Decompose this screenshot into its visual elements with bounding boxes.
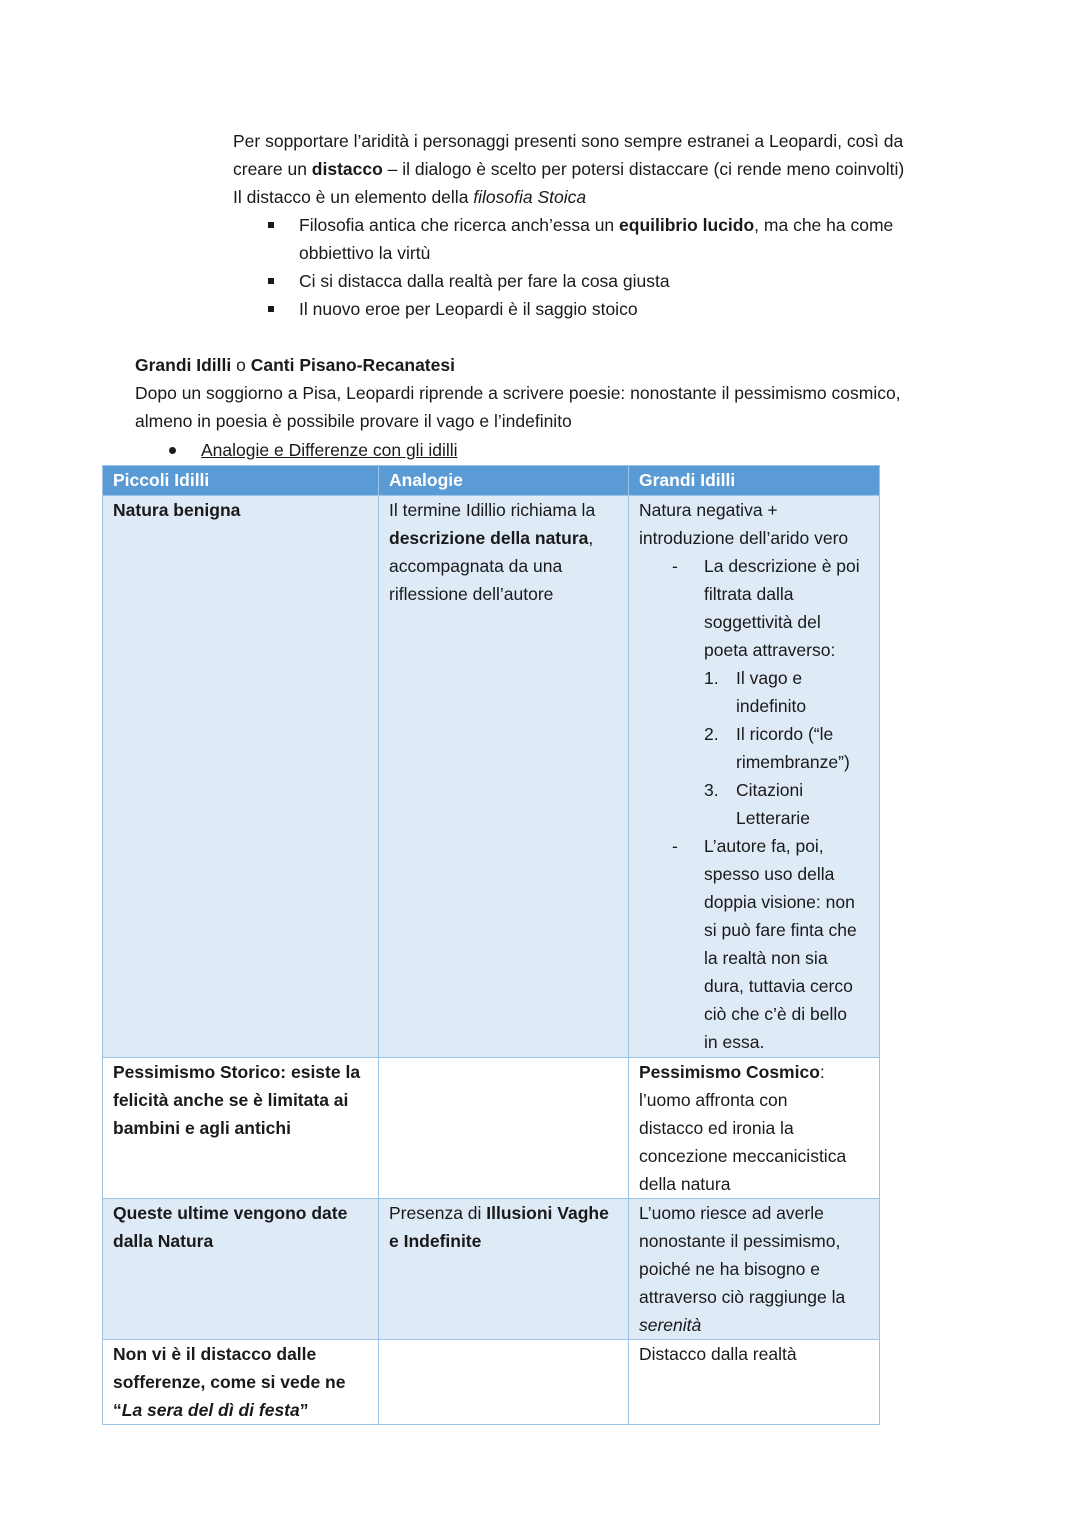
square-bullet-icon xyxy=(268,278,274,284)
section-paragraph-1: Dopo un soggiorno a Pisa, Leopardi riprende a scrivere poesie: nonostante il pessimismo cosmico, xyxy=(135,383,901,403)
cell-analogie xyxy=(379,1058,629,1199)
header-grandi-idilli: Grandi Idilli xyxy=(629,466,880,496)
header-analogie: Analogie xyxy=(379,466,629,496)
cell-piccoli: Pessimismo Storico: esiste la felicità anche se è limitata ai bambini e agli antichi xyxy=(103,1058,379,1199)
numbered-item: 1. Il vago e indefinito xyxy=(704,668,807,716)
numbered-item: 3. Citazioni Letterarie xyxy=(704,780,810,828)
section-paragraph-2: almeno in poesia è possibile provare il vago e l’indefinito xyxy=(135,411,572,431)
comparison-table xyxy=(102,465,880,1425)
section-title: Grandi Idilli o Canti Pisano-Recanatesi xyxy=(135,355,455,375)
cell-analogie xyxy=(379,1340,629,1425)
table-row xyxy=(103,1199,880,1340)
cell-analogie: Presenza di Illusioni Vaghe e Indefinite xyxy=(379,1199,629,1340)
dash-list-item: - La descrizione è poi filtrata dalla soggettività del poeta attraverso: 1. Il vago e indefinito 2. Il ricordo (“le rimembranze”) 3. Citazioni Letterarie xyxy=(704,552,871,832)
cell-piccoli: Queste ultime vengono date dalla Natura xyxy=(103,1199,379,1340)
bullet-1: Filosofia antica che ricerca anch’essa un equilibrio lucido, ma che ha come xyxy=(299,215,894,235)
square-bullet-icon xyxy=(268,306,274,312)
analogies-link[interactable]: Analogie e Differenze con gli idilli xyxy=(201,440,458,460)
square-bullet-icon xyxy=(268,222,274,228)
dash-list-item: - L’autore fa, poi, spesso uso della doppia visione: non si può fare finta che la realtà non sia dura, tuttavia cerco ciò che c’è di bello in essa. xyxy=(672,836,857,1052)
intro-line-2: creare un distacco – il dialogo è scelto per potersi distaccare (ci rende meno coinvolti) xyxy=(233,159,905,179)
cell-grandi: Distacco dalla realtà xyxy=(629,1340,880,1425)
cell-grandi: Natura negativa + introduzione dell’arido vero - La descrizione è poi filtrata dalla soggettività del poeta attraverso: 1. Il vago e indefinito 2. Il ricordo (“le rimembranze”) 3. Citazioni Letterarie - L’autore fa, poi, spesso uso della doppia visione: non si può fare finta che la realtà non sia dura, tuttavia cerco ciò che c’è di bello in essa. xyxy=(629,496,880,1058)
bullet-2: Ci si distacca dalla realtà per fare la cosa giusta xyxy=(299,271,670,291)
table-row xyxy=(103,496,880,1058)
cell-piccoli: Natura benigna xyxy=(103,496,379,1058)
cell-analogie: Il termine Idillio richiama la descrizione della natura, accompagnata da una riflessione dell’autore xyxy=(379,496,629,1058)
numbered-item: 2. Il ricordo (“le rimembranze”) xyxy=(704,724,850,772)
bullet-1-cont: obbiettivo la virtù xyxy=(299,243,431,263)
intro-line-3: Il distacco è un elemento della filosofia Stoica xyxy=(233,187,587,207)
table-row xyxy=(103,1340,880,1425)
cell-grandi: L’uomo riesce ad averle nonostante il pessimismo, poiché ne ha bisogno e attraverso ciò raggiunge la serenità xyxy=(629,1199,880,1340)
cell-piccoli: Non vi è il distacco dalle sofferenze, come si vede ne “La sera del dì di festa” xyxy=(103,1340,379,1425)
table-header-row xyxy=(103,466,880,496)
header-piccoli-idilli: Piccoli Idilli xyxy=(103,466,379,496)
intro-line-1: Per sopportare l’aridità i personaggi presenti sono sempre estranei a Leopardi, così da xyxy=(233,131,904,151)
bullet-3: Il nuovo eroe per Leopardi è il saggio stoico xyxy=(299,299,638,319)
round-bullet-icon xyxy=(169,447,176,454)
cell-grandi: Pessimismo Cosmico: l’uomo affronta con distacco ed ironia la concezione meccanicistica della natura xyxy=(629,1058,880,1199)
table-row xyxy=(103,1058,880,1199)
